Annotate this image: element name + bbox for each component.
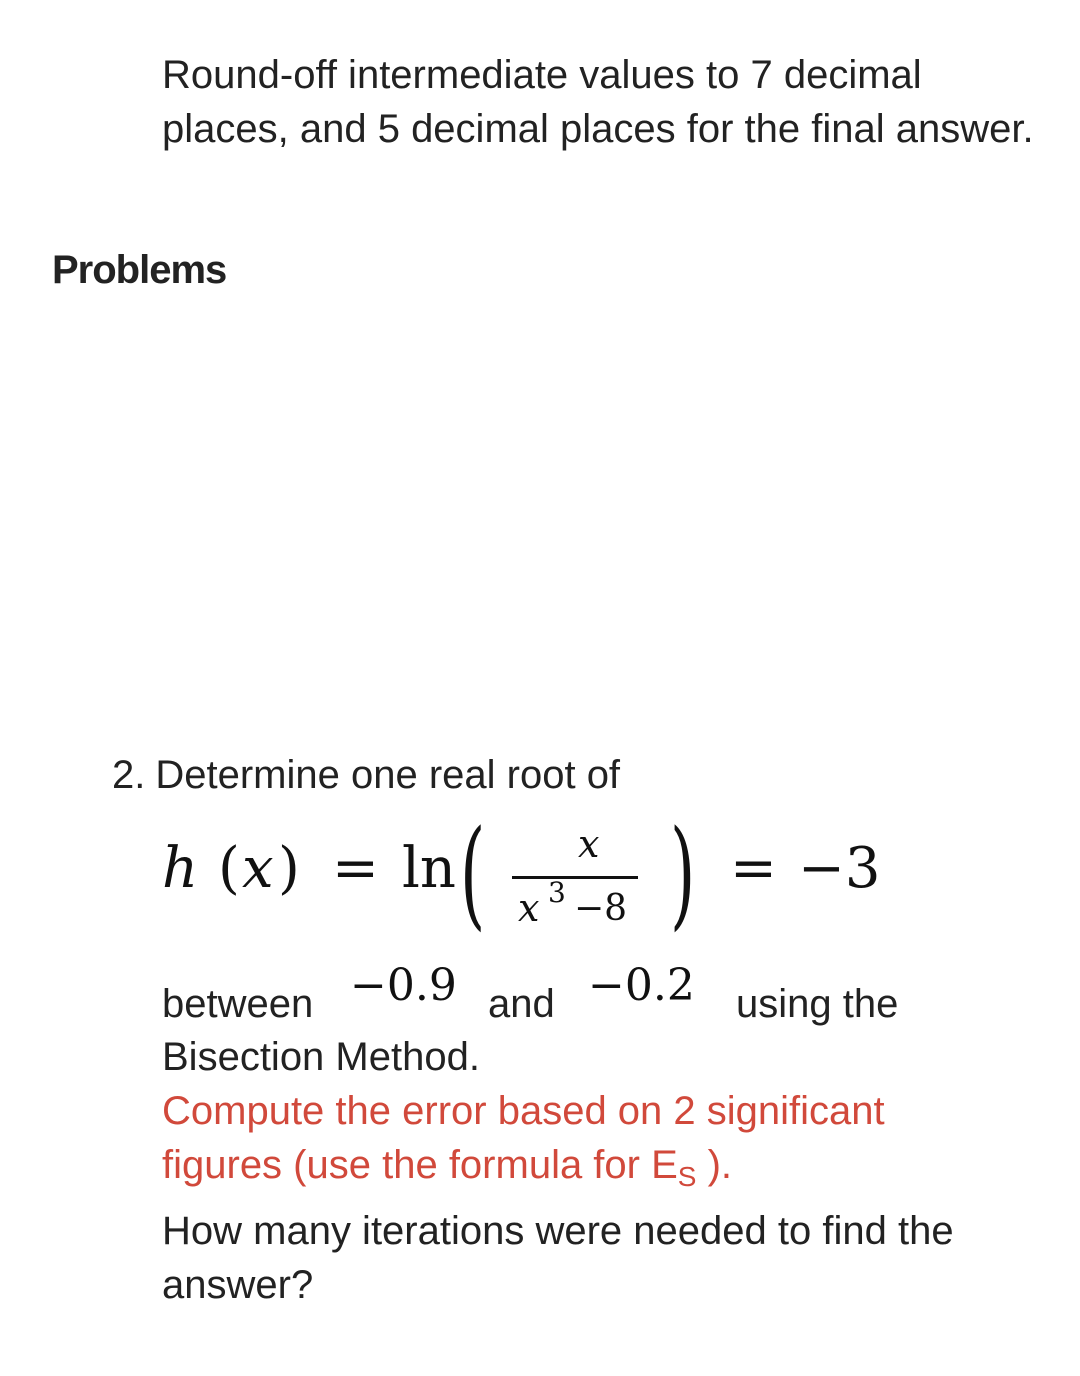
problem-intro-text: Determine one real root of [155, 753, 621, 797]
equation-equals-sign-2: = [730, 836, 777, 901]
equation-equals-sign: = [332, 836, 379, 901]
error-subscript: S [677, 1161, 697, 1192]
rounding-instructions: Round-off intermediate values to 7 decimal places, and 5 decimal places for the final answer. [162, 53, 1034, 151]
equation [162, 804, 922, 952]
fraction-bar [512, 876, 638, 879]
equation-right-hand-side: −3 [798, 836, 881, 901]
fraction-denominator-base: x [518, 886, 540, 930]
fraction-denominator-exponent: 3 [548, 876, 566, 909]
interval-upper-bound: −0.2 [588, 960, 695, 1011]
fraction-numerator: x [578, 822, 600, 866]
equation-function-name: h [162, 836, 199, 901]
equation-big-open-paren: ( [460, 804, 486, 942]
interval-line [162, 960, 1042, 1040]
between-word: between [162, 982, 314, 1026]
iterations-question: How many iterations were needed to find the answer? [162, 1209, 954, 1307]
problem-intro [112, 748, 620, 802]
problem-number: 2. [112, 753, 146, 797]
and-word: and [488, 982, 555, 1026]
equation-close-paren: ) [278, 836, 300, 901]
section-heading: Problems [52, 248, 227, 292]
using-word: using the [736, 982, 899, 1026]
error-instruction-line-2 [162, 1138, 1052, 1204]
error-instruction-post: ). [696, 1143, 733, 1187]
equation-open-paren: ( [218, 836, 240, 901]
fraction-denominator-constant: −8 [574, 888, 628, 929]
equation-log: ln [402, 836, 456, 901]
error-instruction-pre: figures (use the formula for E [162, 1143, 678, 1187]
equation-argument: x [242, 836, 274, 901]
equation-big-close-paren: ) [670, 804, 696, 942]
interval-lower-bound: −0.9 [350, 960, 457, 1011]
problem-details [162, 1030, 1052, 1312]
method-name: Bisection Method. [162, 1035, 480, 1079]
error-instruction-line-1: Compute the error based on 2 significant [162, 1089, 885, 1133]
